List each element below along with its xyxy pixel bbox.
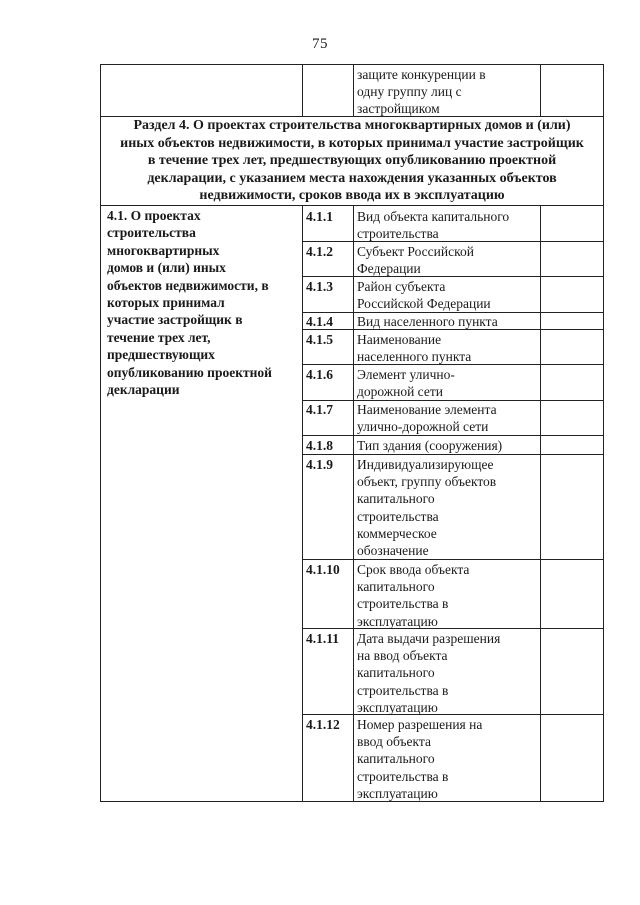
row-name: Наименование элемента улично-дорожной сети xyxy=(357,402,497,435)
row-name: Дата выдачи разрешения на ввод объекта капитального строительства в эксплуатацию xyxy=(357,631,501,715)
row-name: Район субъекта Российской Федерации xyxy=(357,279,491,312)
body-divider-code xyxy=(353,205,354,802)
row-name: Номер разрешения на ввод объекта капитального строительства в эксплуатацию xyxy=(357,717,483,801)
table-border-top xyxy=(100,64,604,65)
row-name: Индивидуализирующее объект, группу объектов капитального строительства коммерческое обозначение xyxy=(357,457,497,559)
section-heading: Раздел 4. О проектах строительства многоквартирных домов и (или) иных объектов недвижимости, в которых принимал участие застройщик в течение трех лет, предшествующих опубликованию проектной декларации, с указанием места нахождения указанных объектов недвижимости, сроков ввода их в эксплуатацию xyxy=(120,118,584,203)
row-name: Срок ввода объекта капитального строительства в эксплуатацию xyxy=(357,562,470,629)
row-code: 4.1.7 xyxy=(306,402,333,417)
row-code: 4.1.12 xyxy=(306,717,340,732)
page-number: 75 xyxy=(312,36,328,52)
row-name: Наименование населенного пункта xyxy=(357,332,472,365)
table-border-right xyxy=(603,64,604,802)
row-code: 4.1.11 xyxy=(306,631,340,646)
body-divider-left xyxy=(302,205,303,802)
row-code: 4.1.9 xyxy=(306,457,333,472)
row-code: 4.1.3 xyxy=(306,279,333,294)
row-code: 4.1.1 xyxy=(306,209,333,224)
row-code: 4.1.8 xyxy=(306,438,333,453)
row-code: 4.1.5 xyxy=(306,332,333,347)
section-border-bottom xyxy=(100,205,604,206)
row-name: Субъект Российской Федерации xyxy=(357,244,474,277)
row-code: 4.1.10 xyxy=(306,562,340,577)
row-name: Тип здания (сооружения) xyxy=(357,438,503,453)
top-row-divider-2 xyxy=(353,64,354,116)
subsection-title: 4.1. О проектах строительства многоквартирных домов и (или) иных объектов недвижимости, в которых принимал участие застройщик в течение трех лет, предшествующих опубликованию проектной декларации xyxy=(107,208,272,398)
row-code: 4.1.6 xyxy=(306,367,333,382)
row-code: 4.1.4 xyxy=(306,314,333,329)
body-divider-value xyxy=(540,205,541,802)
table-border-left xyxy=(100,64,101,802)
top-row-divider-1 xyxy=(302,64,303,116)
row-code: 4.1.2 xyxy=(306,244,333,259)
top-row-divider-3 xyxy=(540,64,541,116)
top-row-text: защите конкуренции в одну группу лиц с застройщиком xyxy=(357,67,486,117)
row-name: Элемент улично- дорожной сети xyxy=(357,367,455,400)
row-name: Вид населенного пункта xyxy=(357,314,498,329)
row-name: Вид объекта капитального строительства xyxy=(357,209,510,242)
